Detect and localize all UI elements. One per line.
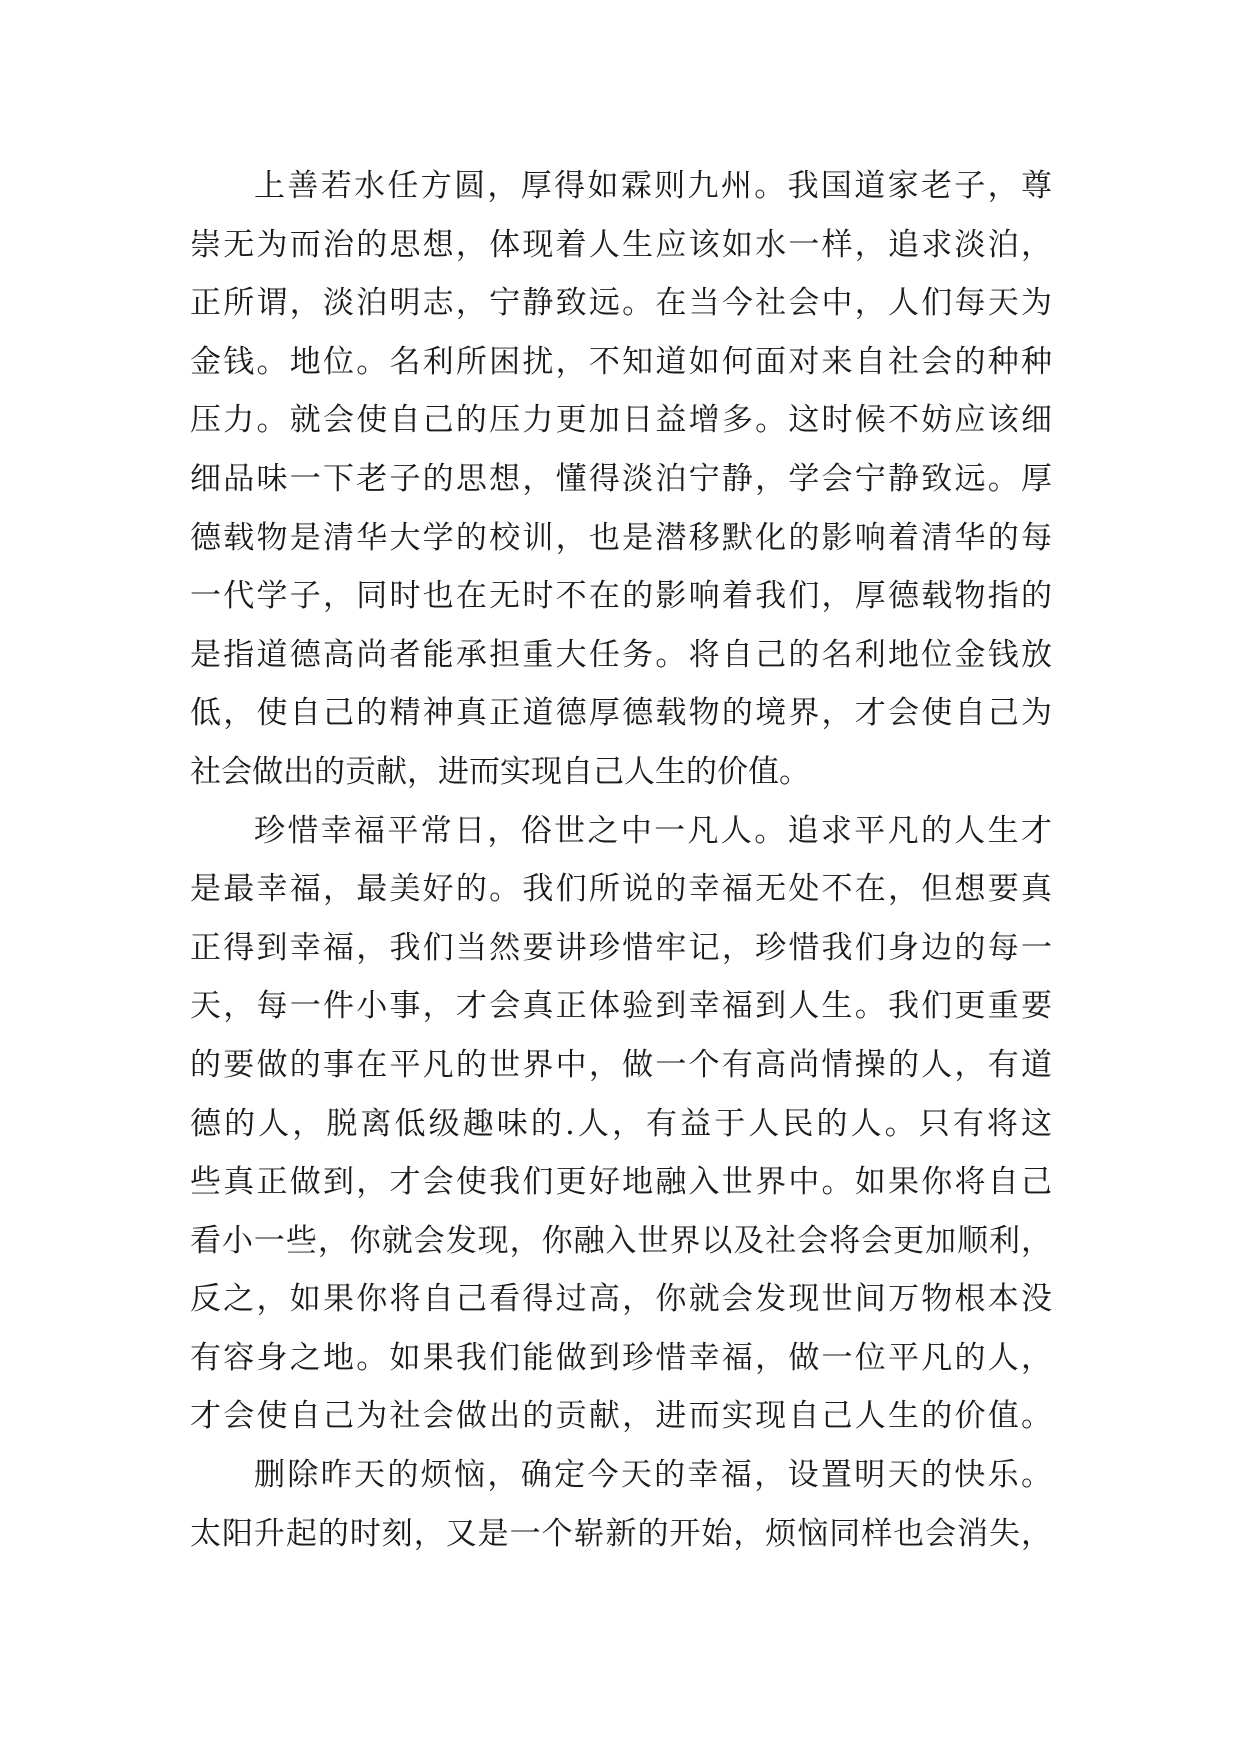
- text-line: 删除昨天的烦恼，确定今天的幸福，设置明天的快乐。: [254, 1457, 1052, 1494]
- text-line: 上善若水任方圆，厚得如霖则九州。我国道家老子，尊: [254, 168, 1052, 204]
- text-line: 反之，如果你将自己看得过高，你就会发现世间万物根本没: [190, 1281, 1052, 1318]
- text-line: 细品味一下老子的思想，懂得淡泊宁静，学会宁静致远。厚: [190, 460, 1052, 497]
- text-line: 低，使自己的精神真正道德厚德载物的境界，才会使自己为: [190, 695, 1052, 732]
- text-line: 是指道德高尚者能承担重大任务。将自己的名利地位金钱放: [190, 636, 1052, 673]
- text-line: 看小一些，你就会发现，你融入世界以及社会将会更加顺利，: [190, 1222, 1052, 1259]
- text-line: 些真正做到，才会使我们更好地融入世界中。如果你将自己: [190, 1164, 1052, 1201]
- text-line: 的要做的事在平凡的世界中，做一个有高尚情操的人，有道: [190, 1046, 1052, 1083]
- text-line: 德载物是清华大学的校训，也是潜移默化的影响着清华的每: [190, 519, 1052, 556]
- text-line: 天，每一件小事，才会真正体验到幸福到人生。我们更重要: [190, 988, 1052, 1025]
- text-line: 珍惜幸福平常日，俗世之中一凡人。追求平凡的人生才: [254, 812, 1052, 849]
- text-line: 金钱。地位。名利所困扰，不知道如何面对来自社会的种种: [190, 343, 1052, 380]
- text-line: 是最幸福，最美好的。我们所说的幸福无处不在，但想要真: [190, 871, 1052, 908]
- text-line: 太阳升起的时刻，又是一个崭新的开始，烦恼同样也会消失，: [190, 1515, 1052, 1552]
- text-line: 崇无为而治的思想，体现着人生应该如水一样，追求淡泊，: [190, 226, 1052, 263]
- text-line: 压力。就会使自己的压力更加日益增多。这时候不妨应该细: [190, 402, 1052, 439]
- text-line: 社会做出的贡献，进而实现自己人生的价值。: [190, 753, 810, 790]
- document-body: [190, 157, 1052, 1563]
- text-line: 一代学子，同时也在无时不在的影响着我们，厚德载物指的: [190, 578, 1052, 615]
- text-line: 正得到幸福，我们当然要讲珍惜牢记，珍惜我们身边的每一: [190, 929, 1052, 966]
- text-line: 有容身之地。如果我们能做到珍惜幸福，做一位平凡的人，: [190, 1339, 1052, 1376]
- text-line: 德的人，脱离低级趣味的.人，有益于人民的人。只有将这: [190, 1105, 1052, 1142]
- text-line: 才会使自己为社会做出的贡献，进而实现自己人生的价值。: [190, 1398, 1052, 1435]
- text-line: 正所谓，淡泊明志，宁静致远。在当今社会中，人们每天为: [190, 285, 1052, 322]
